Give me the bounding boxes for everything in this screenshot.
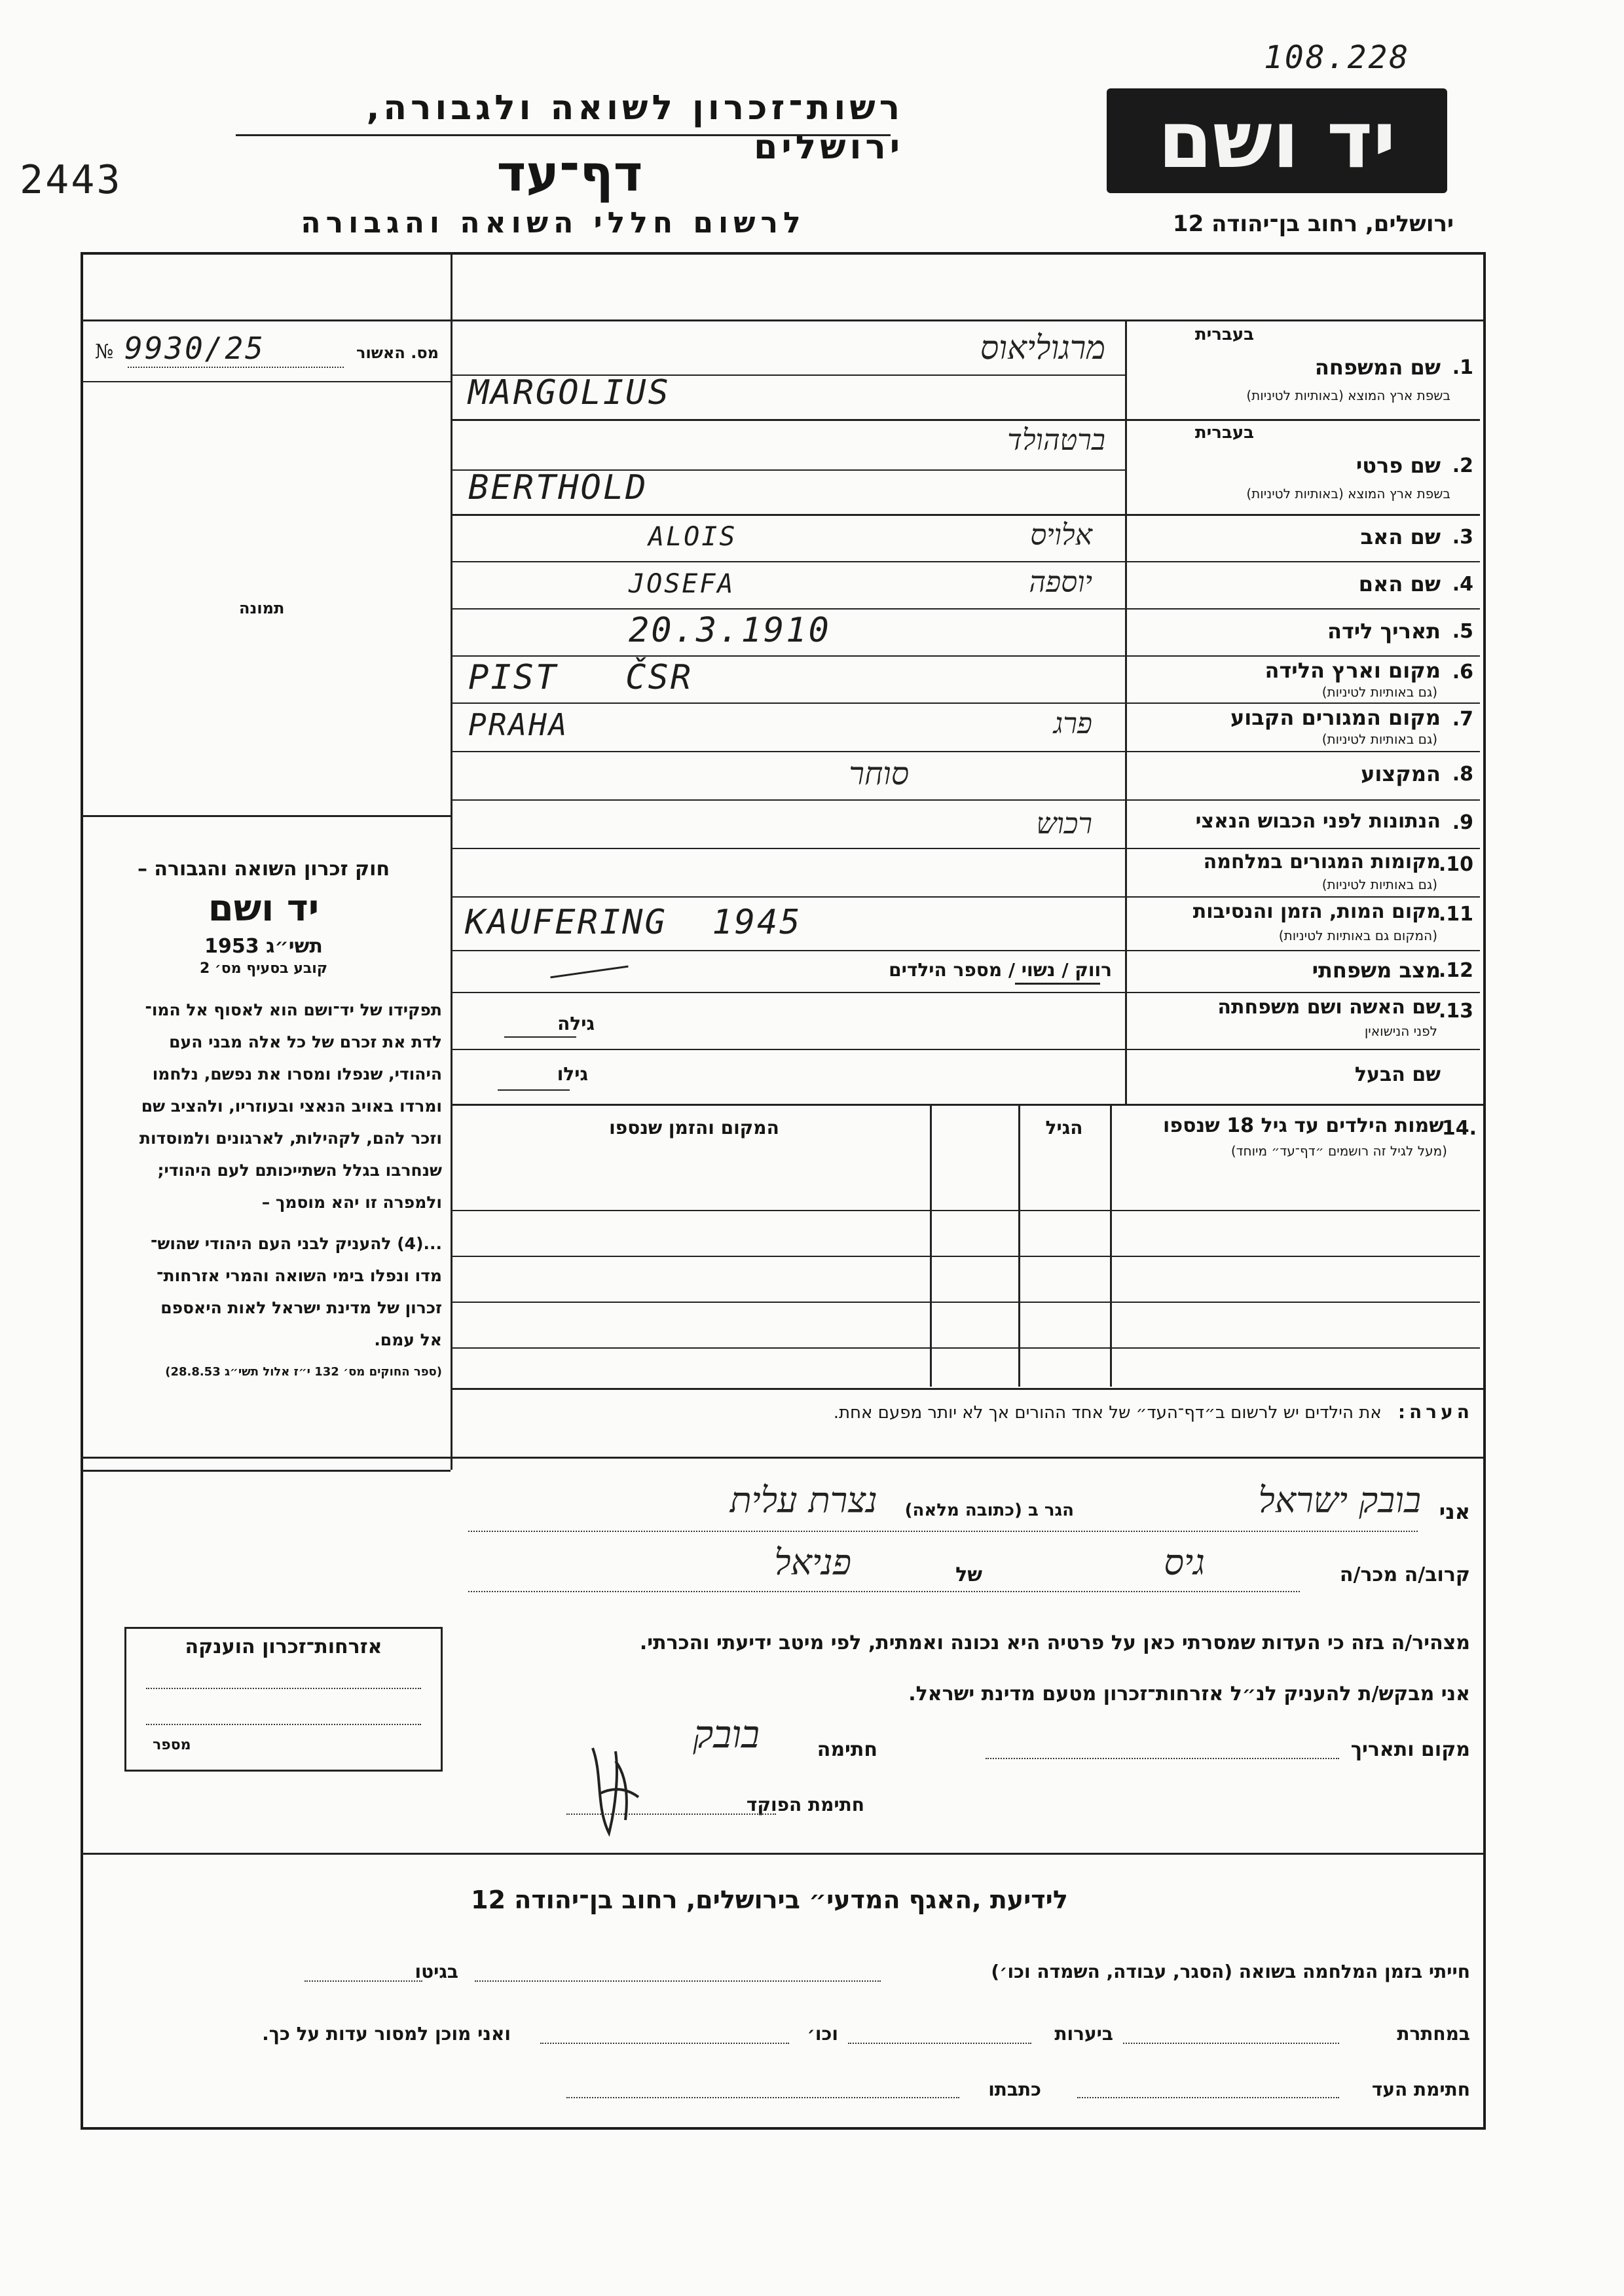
row-sublabel: (גם באותיות לטיניות) [1321, 684, 1437, 700]
row-label: מקומות המגורים במלחמה [1203, 850, 1441, 873]
husband-age-label: גילו [557, 1063, 588, 1085]
row-number: 4. [1452, 573, 1473, 596]
pre-nazi-status-value: רכוש [1036, 807, 1092, 841]
death-details-field[interactable] [452, 898, 1125, 950]
decl-relative-label: קרוב/ה מכר/ה [1339, 1563, 1470, 1586]
row-number: 2. [1452, 454, 1473, 477]
law-line: לדת את זכרם של כל אלה מבני העם [169, 1032, 442, 1051]
etc-blank[interactable] [540, 2043, 789, 2044]
logo-text: יד ושם [1158, 95, 1396, 186]
row-sublabel: (המקום גם באותיות לטיניות) [1278, 928, 1437, 943]
first-name-hebrew: ברטהולד [1007, 424, 1105, 457]
law-line: ולמפרה זו יהא מוסמך – [261, 1193, 442, 1212]
family-name-latin-field[interactable] [452, 373, 1125, 419]
occupation-field[interactable] [452, 752, 1125, 799]
photo-rule [82, 815, 451, 817]
children-sublabel: (מעל לגיל זה רושמים ״דף־עד״ מיוחד) [1230, 1143, 1447, 1159]
father-name-hebrew: אלויס [1030, 519, 1092, 552]
row-number: 5. [1452, 620, 1473, 643]
ghetto-blank[interactable] [304, 1980, 422, 1982]
children-label: שמות הילדים עד גיל 18 שנספו [1163, 1114, 1444, 1137]
family-name-hebrew-field[interactable] [452, 322, 1125, 374]
row-sublabel: לפני הנישואין [1364, 1023, 1437, 1039]
decl-officer-signature-label: חתימת הפוקד [746, 1794, 864, 1815]
underground-blank[interactable] [1123, 2043, 1339, 2044]
row-sublabel: (גם באותיות לטיניות) [1321, 877, 1437, 892]
bottom-wartime-line: חייתי בזמן המלחמה בשואה (הסגר, עבודה, השמדה וכו׳) [991, 1961, 1470, 1982]
photo-label: תמונה [239, 599, 285, 617]
note-label: הערה: [1397, 1401, 1473, 1423]
declaration-section [82, 1460, 1480, 1853]
cert-number-prefix: № [95, 340, 114, 363]
archive-stamp-number [20, 157, 236, 216]
row-sublabel: (גם באותיות לטיניות) [1321, 731, 1437, 747]
single-underline [1015, 983, 1100, 985]
row-sublabel: בשפת ארץ המוצא (באותיות לטיניות) [1246, 486, 1450, 501]
children-col-age: הגיל [1045, 1117, 1083, 1139]
citizenship-box-title: אזרחות־זכרון הוענקה [185, 1635, 382, 1658]
row-sublabel: בשפת ארץ המוצא (באותיות לטיניות) [1246, 388, 1450, 403]
law-line: שנחרבו בגלל השתייכותם לעם היהודי; [157, 1161, 442, 1180]
row-label: שם האשה ושם משפחתה [1217, 996, 1441, 1019]
law-line: ומרדו באויב הנאצי ובעוזריו, ולהציב שם [141, 1097, 442, 1116]
photo-box[interactable] [82, 383, 451, 815]
cert-number-label: מס. האשור [356, 344, 439, 362]
wartime-residence-field[interactable] [452, 849, 1125, 896]
row-husband-name [1126, 1050, 1477, 1102]
yad-vashem-logo [1107, 88, 1447, 193]
mother-name-hebrew: יוספה [1029, 566, 1092, 599]
residence-field[interactable] [452, 704, 1125, 751]
row-number: 8. [1452, 763, 1473, 786]
note-text: את הילדים יש לרשום ב״דף־העד״ של אחד ההורים אך לא יותר מפעם אחת. [833, 1403, 1382, 1423]
decl-i-am: אני [1439, 1499, 1470, 1524]
bottom-forests-label: ביערות [1054, 2023, 1113, 2045]
wartime-blank[interactable] [475, 1980, 881, 1982]
decl-relation-value[interactable]: גיס [1164, 1542, 1205, 1583]
mother-name-latin: JOSEFA [629, 569, 735, 599]
death-details-value: KAUFERING 1945 [465, 903, 802, 942]
row-wife-name [1126, 993, 1477, 1049]
father-name-latin: ALOIS [648, 522, 737, 552]
row-number: 9. [1452, 811, 1473, 834]
law-year: תשי״ג 1953 [204, 935, 323, 958]
row-label: שם פרטי [1356, 453, 1441, 478]
first-name-latin-field[interactable] [452, 468, 1125, 514]
family-name-hebrew: מרגוליאוס [980, 329, 1105, 367]
row-number: 1. [1452, 356, 1473, 379]
bottom-section [82, 1856, 1480, 2118]
bottom-ready-label: ואני מוכן למסור עדות על כך. [262, 2023, 511, 2045]
row-birth-place [1126, 657, 1477, 702]
law-line: תפקידו של יד־ושם הוא לאסוף אל המו־ [145, 1000, 442, 1019]
first-name-hebrew-field[interactable] [452, 420, 1125, 469]
bottom-title: לידיעת ,האגף המדעי״ בירושלים, רחוב בן־יהודה 12 [471, 1886, 1068, 1914]
cert-rule [82, 381, 451, 382]
row-label: המקצוע [1361, 761, 1441, 786]
row-label: הנתונות לפני הכבוש הנאצי [1195, 810, 1441, 833]
row-birth-date [1126, 610, 1477, 655]
address-line: ירושלים, רחוב בן־יהודה 12 [1172, 211, 1454, 237]
pre-nazi-status-field[interactable] [452, 801, 1125, 848]
row-label: שם הבעל [1354, 1063, 1441, 1086]
occupation-value: סוחר [849, 756, 909, 792]
bottom-ghetto-label: בגיטו [415, 1961, 458, 1982]
birth-place-field[interactable] [452, 657, 1125, 702]
row-number: 10. [1438, 853, 1473, 876]
witness-address-blank[interactable] [566, 2097, 959, 2098]
decl-statement-2: אני מבקש/ת להעניק לנ״ל אזרחות־זכרון מטעם מדינת ישראל. [908, 1683, 1470, 1705]
residence-latin: PRAHA [468, 707, 569, 742]
husband-name-field[interactable] [452, 1050, 1125, 1102]
row-number: 3. [1452, 526, 1473, 549]
citizenship-box-number: מספר [153, 1737, 191, 1753]
hebrew-lang-label: בעברית [1194, 423, 1254, 443]
law-text-block [85, 858, 442, 1379]
row-label: מקום המגורים הקבוע [1230, 705, 1441, 730]
law-title: חוק זכרון השואה והגבורה – [137, 858, 390, 881]
bottom-etc-label: וכו׳ [807, 2023, 838, 2045]
form-subtitle: לרשום חללי השואה והגבורה [301, 206, 806, 240]
birth-place-value: PIST ČSR [468, 658, 693, 697]
decl-of-label: של [955, 1563, 982, 1586]
row-number: 7. [1452, 708, 1473, 731]
row-wartime-residence [1126, 849, 1477, 896]
children-number: 14. [1441, 1117, 1477, 1140]
children-col-place: המקום והזמן שנספו [609, 1117, 779, 1139]
cert-number-value: 9930/25 [124, 331, 265, 366]
law-line: וזכר להם, לקהילות, לארגונים ולמוסדות [139, 1129, 442, 1148]
row-label: מקום וארץ הלידה [1264, 658, 1441, 683]
row-label: שם המשפחה [1314, 355, 1441, 380]
decl-of-value[interactable]: פניאל [774, 1542, 851, 1583]
row-label: מצב משפחתי [1312, 958, 1441, 983]
officer-scribble-icon [580, 1735, 652, 1846]
birth-date-field[interactable] [452, 610, 1125, 655]
wife-age-label: גילה [557, 1013, 595, 1034]
authority-heading: רשות־זכרון לשואה ולגבורה, ירושלים [366, 88, 904, 167]
first-name-latin: BERTHOLD [468, 468, 648, 507]
row-label: שם האב [1360, 524, 1441, 549]
stamp-number-text: 2443 [20, 157, 122, 203]
row-pre-nazi-status [1126, 801, 1477, 848]
law-source: (ספר החוקים מס׳ 132 י״ז אלול תשי״ג 28.8.53) [165, 1365, 442, 1379]
frame-top-rule [81, 319, 1483, 321]
forests-blank[interactable] [848, 2043, 1031, 2044]
law-line: ...(4) להעניק לבני העם היהודי שהוש־ [150, 1234, 442, 1253]
row-number: 12. [1438, 959, 1473, 982]
form-title: דף־עד [496, 144, 643, 202]
marital-status-options: רווק / נשוי / מספר הילדים [889, 959, 1112, 981]
bottom-underground-label: במחתרת [1397, 2023, 1470, 2045]
bottom-witness-signature-label: חתימת העד [1371, 2079, 1470, 2100]
row-label: שם האם [1358, 572, 1441, 596]
birth-date-value: 20.3.1910 [629, 611, 831, 650]
marital-status-field[interactable] [452, 951, 1125, 992]
row-number: 13. [1438, 1000, 1473, 1023]
row-number: 11. [1438, 903, 1473, 926]
wife-name-field[interactable] [452, 993, 1125, 1049]
decl-signature-label: חתימה [817, 1738, 877, 1761]
law-line: מדו ונפלו בימי השואה והמרי אזרחות־ [157, 1266, 442, 1285]
family-name-latin: MARGOLIUS [468, 373, 671, 412]
father-name-field[interactable] [452, 515, 1125, 561]
note-row [458, 1401, 1473, 1440]
decl-signature-value[interactable]: בובק [693, 1712, 760, 1757]
decl-statement-1: מצהיר/ה בזה כי העדות שמסרתי כאן על פרטיה היא נכונה ואמתית, לפי מיטב ידיעתי והכרתי. [639, 1631, 1470, 1654]
children-dash [550, 966, 628, 979]
citizenship-box[interactable] [124, 1627, 443, 1772]
row-first-name [1126, 420, 1477, 512]
row-father-name [1126, 515, 1477, 561]
witness-signature-blank[interactable] [1077, 2097, 1339, 2098]
law-line: אל עמם. [374, 1330, 442, 1349]
heading-rule [236, 134, 891, 136]
row-permanent-residence [1126, 704, 1477, 751]
row-number: 6. [1452, 661, 1473, 683]
mother-name-field[interactable] [452, 562, 1125, 608]
law-line: זכרון של מדינת ישראל לאות היאספם [160, 1298, 442, 1317]
row-occupation [1126, 752, 1477, 799]
decl-address-value[interactable]: נצרת עלית [729, 1480, 877, 1521]
bottom-address-label: כתבתו [988, 2079, 1041, 2100]
row-label: מקום המות, הזמן והנסיבות [1192, 900, 1441, 923]
decl-place-date-label: מקום ותאריך [1350, 1738, 1470, 1761]
law-clause: קובע בסעיף מס׳ 2 [199, 960, 328, 977]
law-line: היהודי, שנפלו ומסרו את נפשם, נלחמו [152, 1065, 442, 1084]
row-marital-status [1126, 951, 1477, 992]
place-date-line[interactable] [986, 1758, 1339, 1759]
row-family-name [1126, 322, 1477, 414]
row-label: תאריך לידה [1327, 619, 1441, 644]
row-mother-name [1126, 562, 1477, 608]
reference-number: 108.228 [1264, 39, 1411, 76]
hebrew-lang-label: בעברית [1194, 325, 1254, 344]
decl-name-value[interactable]: בובק ישראל [1258, 1480, 1421, 1521]
decl-lives-in-label: הגר ב (כתובה מלאה) [904, 1501, 1074, 1520]
children-table [452, 1105, 1480, 1387]
certificate-number-field[interactable] [88, 331, 445, 376]
residence-hebrew: פרג [1053, 707, 1092, 740]
row-death-details [1126, 898, 1477, 950]
law-name: יד ושם [208, 887, 320, 930]
